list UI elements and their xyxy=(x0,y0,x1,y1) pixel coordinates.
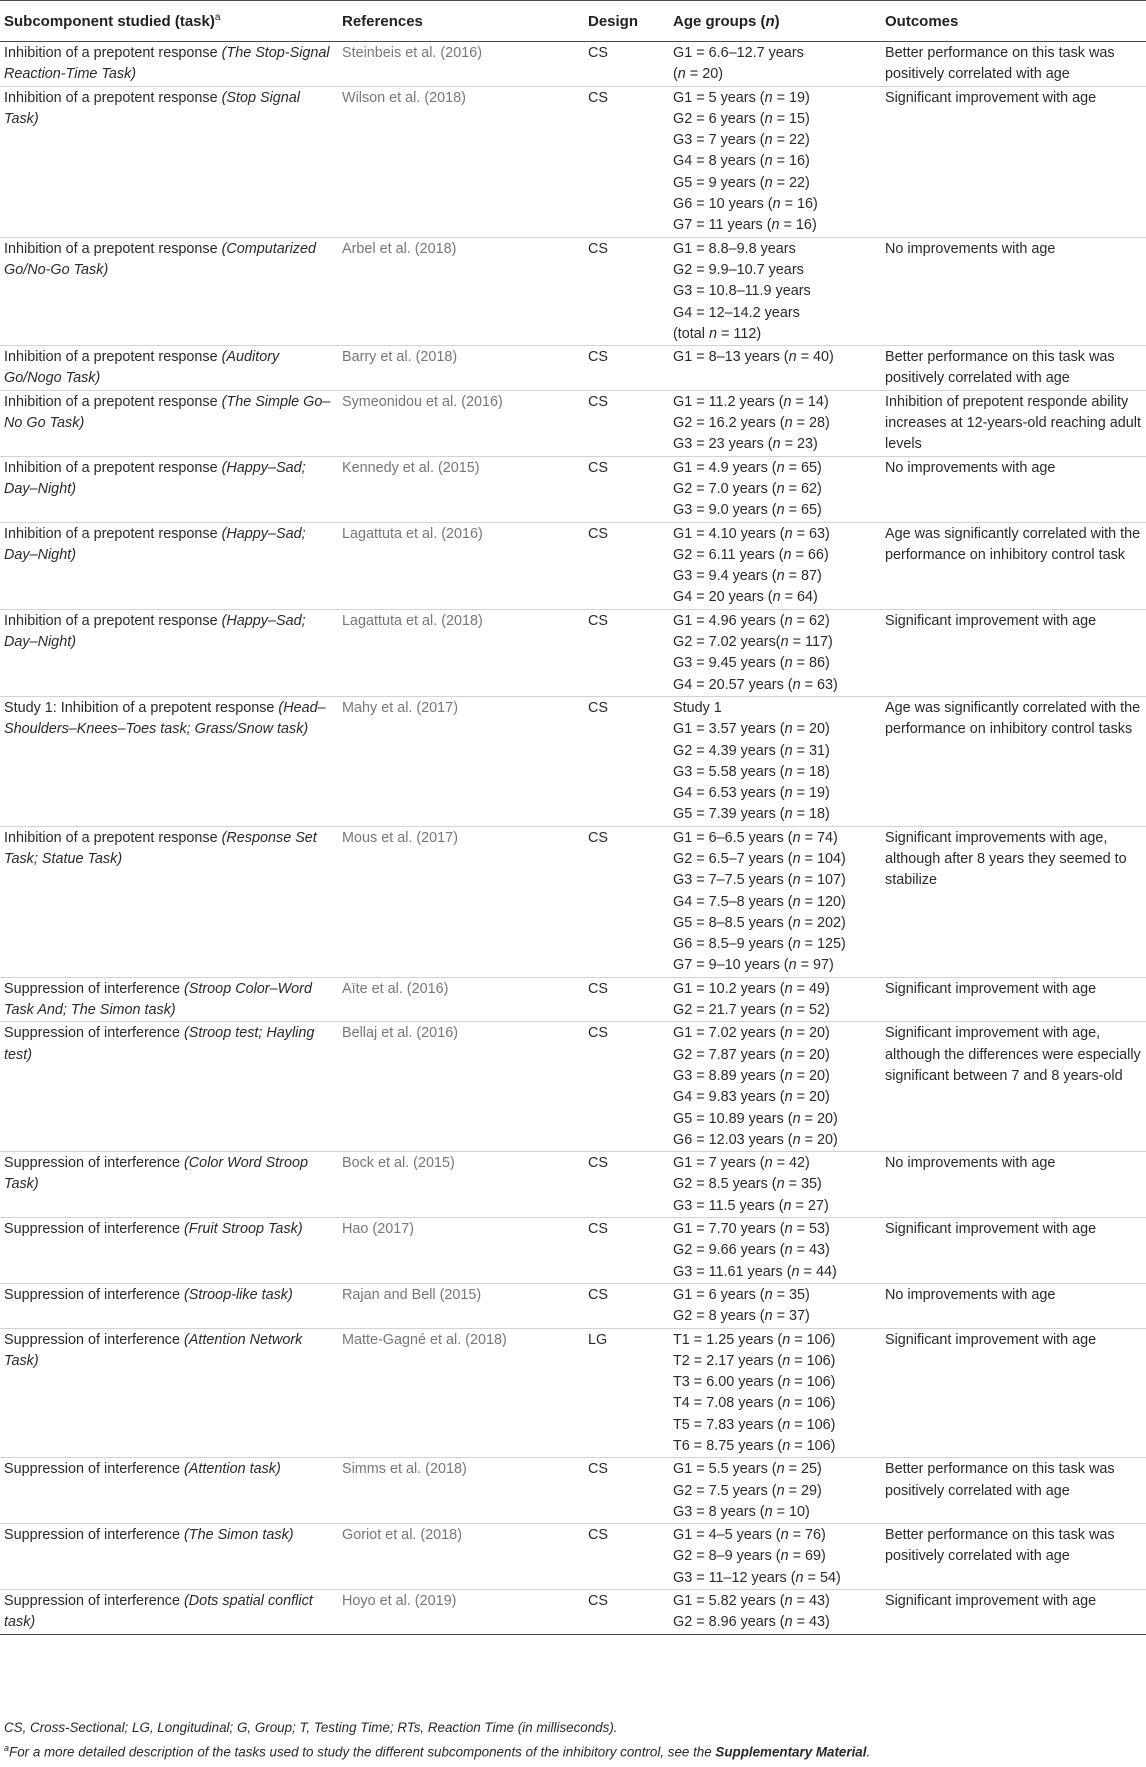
age-group-line: G3 = 8 years (n = 10) xyxy=(673,1503,810,1520)
outcome-cell: Significant improvements with age, although after 8 years they seemed to stabilize xyxy=(881,826,1146,977)
age-groups-cell xyxy=(669,1218,881,1284)
age-group-line: G2 = 7.87 years (n = 20) xyxy=(673,1046,830,1063)
reference-cell: Lagattuta et al. (2018) xyxy=(338,609,584,696)
table-row xyxy=(0,1218,1146,1284)
age-group-line: G1 = 4.96 years (n = 62) xyxy=(673,612,830,629)
table-row xyxy=(0,609,1146,696)
age-group-line: G1 = 4.10 years (n = 63) xyxy=(673,525,830,542)
age-group-line: G1 = 5.82 years (n = 43) xyxy=(673,1593,830,1610)
header-subcomponent-label: Subcomponent studied (task) xyxy=(4,13,215,30)
subcomponent-text: Inhibition of a prepotent response xyxy=(4,240,222,257)
design-cell: CS xyxy=(584,1524,669,1590)
age-groups-cell xyxy=(669,86,881,237)
subcomponent-cell xyxy=(0,42,338,87)
age-group-line: G3 = 5.58 years (n = 18) xyxy=(673,763,830,780)
age-group-line: G3 = 9.4 years (n = 87) xyxy=(673,568,822,585)
age-groups-cell xyxy=(669,346,881,391)
age-group-line: G5 = 8–8.5 years (n = 202) xyxy=(673,914,846,931)
task-name: (The Simon task) xyxy=(184,1527,294,1544)
outcome-cell: Significant improvement with age xyxy=(881,977,1146,1022)
outcome-cell: Significant improvement with age, although the differences were especially significant between 7 and 8 years-old xyxy=(881,1022,1146,1152)
outcome-cell: Significant improvement with age xyxy=(881,1218,1146,1284)
outcome-cell: Better performance on this task was positively correlated with age xyxy=(881,42,1146,87)
task-name: (Response Set Task; Statue Task) xyxy=(4,829,317,867)
task-name: (Stroop test; Hayling test) xyxy=(4,1025,315,1063)
design-cell: CS xyxy=(584,826,669,977)
age-group-line: G6 = 12.03 years (n = 20) xyxy=(673,1131,838,1148)
outcome-cell: No improvements with age xyxy=(881,237,1146,345)
subcomponent-text: Inhibition of a prepotent response xyxy=(4,829,222,846)
subcomponent-cell xyxy=(0,1590,338,1635)
outcome-cell: No improvements with age xyxy=(881,456,1146,522)
header-age-groups-close: ) xyxy=(774,12,780,30)
header-age-groups-label: Age groups ( xyxy=(673,12,766,30)
age-group-line: G3 = 8.89 years (n = 20) xyxy=(673,1067,830,1084)
task-name: (Happy–Sad; Day–Night) xyxy=(4,459,306,497)
table-row xyxy=(0,86,1146,237)
age-group-line: Study 1 xyxy=(673,699,722,716)
age-group-line: G1 = 7.70 years (n = 53) xyxy=(673,1221,830,1238)
header-references: References xyxy=(338,1,584,42)
age-group-line: G2 = 4.39 years (n = 31) xyxy=(673,742,830,759)
footnote-abbreviations: CS, Cross-Sectional; LG, Longitudinal; G, Group; T, Testing Time; RTs, Reaction Time (in milliseconds). xyxy=(4,1720,618,1735)
age-groups-cell xyxy=(669,609,881,696)
table-row xyxy=(0,1590,1146,1635)
age-groups-cell xyxy=(669,42,881,87)
table-row xyxy=(0,42,1146,87)
age-group-line: G2 = 6.11 years (n = 66) xyxy=(673,546,829,563)
task-name: (Auditory Go/Nogo Task) xyxy=(4,349,280,387)
subcomponent-text: Study 1: Inhibition of a prepotent response xyxy=(4,699,279,716)
reference-cell: Goriot et al. (2018) xyxy=(338,1524,584,1590)
reference-cell: Bock et al. (2015) xyxy=(338,1152,584,1218)
outcome-cell: Age was significantly correlated with the performance on inhibitory control task xyxy=(881,522,1146,609)
design-cell: CS xyxy=(584,237,669,345)
design-cell: CS xyxy=(584,977,669,1022)
task-name: (Computarized Go/No-Go Task) xyxy=(4,240,316,278)
reference-cell: Rajan and Bell (2015) xyxy=(338,1283,584,1328)
age-group-line: G2 = 8.5 years (n = 35) xyxy=(673,1176,822,1193)
design-cell: CS xyxy=(584,1218,669,1284)
age-group-line: G2 = 9.66 years (n = 43) xyxy=(673,1242,830,1259)
age-group-line: G3 = 7 years (n = 22) xyxy=(673,132,810,149)
header-subcomponent xyxy=(0,1,338,42)
table-row xyxy=(0,1328,1146,1458)
subcomponent-text: Suppression of interference xyxy=(4,1025,184,1042)
age-group-line: G4 = 6.53 years (n = 19) xyxy=(673,785,830,802)
subcomponent-cell xyxy=(0,1458,338,1524)
table-row xyxy=(0,696,1146,826)
age-group-line: T2 = 2.17 years (n = 106) xyxy=(673,1352,836,1369)
age-group-line: G4 = 12–14.2 years xyxy=(673,304,800,321)
table-row xyxy=(0,1022,1146,1152)
subcomponent-text: Suppression of interference xyxy=(4,1286,184,1303)
age-group-line: G4 = 7.5–8 years (n = 120) xyxy=(673,893,846,910)
subcomponent-text: Inhibition of a prepotent response xyxy=(4,349,222,366)
age-group-line: G3 = 9.45 years (n = 86) xyxy=(673,655,830,672)
design-cell: CS xyxy=(584,390,669,456)
header-age-groups-n: n xyxy=(765,12,775,30)
age-group-line: G2 = 7.5 years (n = 29) xyxy=(673,1482,822,1499)
age-group-line: G2 = 16.2 years (n = 28) xyxy=(673,415,830,432)
header-age-groups xyxy=(669,1,881,42)
outcome-cell: Better performance on this task was positively correlated with age xyxy=(881,346,1146,391)
design-cell: CS xyxy=(584,346,669,391)
subcomponent-cell xyxy=(0,696,338,826)
outcome-cell: Age was significantly correlated with the performance on inhibitory control tasks xyxy=(881,696,1146,826)
subcomponent-text: Inhibition of a prepotent response xyxy=(4,89,222,106)
subcomponent-cell xyxy=(0,826,338,977)
age-group-line: G1 = 4.9 years (n = 65) xyxy=(673,459,822,476)
task-name: (Happy–Sad; Day–Night) xyxy=(4,525,306,563)
task-name: (Head–Shoulders–Knees–Toes task; Grass/Snow task) xyxy=(4,699,326,738)
age-groups-cell xyxy=(669,522,881,609)
reference-cell: Lagattuta et al. (2016) xyxy=(338,522,584,609)
reference-cell: Matte-Gagné et al. (2018) xyxy=(338,1328,584,1458)
reference-cell: Steinbeis et al. (2016) xyxy=(338,42,584,87)
subcomponent-text: Suppression of interference xyxy=(4,1155,184,1172)
table-row xyxy=(0,237,1146,345)
age-group-line: G6 = 10 years (n = 16) xyxy=(673,196,818,213)
table-row xyxy=(0,1458,1146,1524)
design-cell: CS xyxy=(584,522,669,609)
design-cell: CS xyxy=(584,696,669,826)
outcome-cell: Better performance on this task was positively correlated with age xyxy=(881,1524,1146,1590)
footnote-a-text: For a more detailed description of the tasks used to study the different subcomponents of the inhibitory control, see the xyxy=(9,1744,716,1760)
subcomponent-text: Inhibition of a prepotent response xyxy=(4,459,222,476)
age-groups-cell xyxy=(669,1590,881,1635)
subcomponent-cell xyxy=(0,1152,338,1218)
task-name: (Stroop Color–Word Task And; The Simon task) xyxy=(4,980,312,1019)
age-group-line: G4 = 20.57 years (n = 63) xyxy=(673,676,838,693)
age-group-line: G4 = 8 years (n = 16) xyxy=(673,153,810,170)
table-row xyxy=(0,456,1146,522)
age-group-line: G1 = 8–13 years (n = 40) xyxy=(673,349,834,366)
table-row xyxy=(0,1524,1146,1590)
table-row xyxy=(0,977,1146,1022)
task-name: (Attention Network Task) xyxy=(4,1331,303,1369)
task-name: (Dots spatial conflict task) xyxy=(4,1593,313,1631)
design-cell: CS xyxy=(584,86,669,237)
reference-cell: Mahy et al. (2017) xyxy=(338,696,584,826)
task-name: (Happy–Sad; Day–Night) xyxy=(4,612,306,651)
table-row xyxy=(0,826,1146,977)
age-group-line: G2 = 8.96 years (n = 43) xyxy=(673,1614,830,1631)
age-group-line: G4 = 20 years (n = 64) xyxy=(673,589,818,606)
age-groups-cell xyxy=(669,1524,881,1590)
outcome-cell: Significant improvement with age xyxy=(881,1590,1146,1635)
age-groups-cell xyxy=(669,1458,881,1524)
age-group-line: G7 = 9–10 years (n = 97) xyxy=(673,957,834,974)
subcomponent-text: Suppression of interference xyxy=(4,1331,184,1348)
subcomponent-text: Suppression of interference xyxy=(4,980,184,997)
outcome-cell: Better performance on this task was positively correlated with age xyxy=(881,1458,1146,1524)
age-group-line: T4 = 7.08 years (n = 106) xyxy=(673,1395,836,1412)
age-group-line: G5 = 7.39 years (n = 18) xyxy=(673,806,830,823)
age-group-line: G3 = 9.0 years (n = 65) xyxy=(673,502,822,519)
subcomponent-cell xyxy=(0,456,338,522)
table-body xyxy=(0,42,1146,1635)
age-group-line: G1 = 6 years (n = 35) xyxy=(673,1286,810,1303)
age-group-line: T6 = 8.75 years (n = 106) xyxy=(673,1438,836,1454)
design-cell: CS xyxy=(584,1283,669,1328)
subcomponent-cell xyxy=(0,237,338,345)
subcomponent-text: Inhibition of a prepotent response xyxy=(4,45,222,61)
reference-cell: Wilson et al. (2018) xyxy=(338,86,584,237)
age-group-line: G3 = 7–7.5 years (n = 107) xyxy=(673,872,846,889)
age-group-line: G1 = 7.02 years (n = 20) xyxy=(673,1025,830,1042)
reference-cell: Barry et al. (2018) xyxy=(338,346,584,391)
subcomponent-text: Inhibition of a prepotent response xyxy=(4,525,222,542)
subcomponent-cell xyxy=(0,609,338,696)
outcome-cell: Inhibition of prepotent responde ability increases at 12-years-old reaching adult levels xyxy=(881,390,1146,456)
table-row xyxy=(0,522,1146,609)
task-name: (The Stop-Signal Reaction-Time Task) xyxy=(4,45,330,83)
task-name: (Fruit Stroop Task) xyxy=(184,1221,303,1238)
header-outcomes: Outcomes xyxy=(881,1,1146,42)
age-group-line: G7 = 11 years (n = 16) xyxy=(673,217,817,234)
age-group-line: G2 = 6.5–7 years (n = 104) xyxy=(673,850,846,867)
age-groups-cell xyxy=(669,390,881,456)
age-group-line: G2 = 21.7 years (n = 52) xyxy=(673,1002,830,1019)
age-group-line: G1 = 6–6.5 years (n = 74) xyxy=(673,829,838,846)
age-groups-cell xyxy=(669,1152,881,1218)
outcome-cell: No improvements with age xyxy=(881,1152,1146,1218)
subcomponent-text: Suppression of interference xyxy=(4,1527,184,1544)
age-group-line: (total n = 112) xyxy=(673,325,762,342)
reference-cell: Mous et al. (2017) xyxy=(338,826,584,977)
subcomponent-text: Inhibition of a prepotent response xyxy=(4,393,222,410)
design-cell: CS xyxy=(584,1152,669,1218)
task-name: (The Simple Go–No Go Task) xyxy=(4,393,331,432)
header-design: Design xyxy=(584,1,669,42)
age-group-line: G1 = 11.2 years (n = 14) xyxy=(673,393,829,410)
footnote-a-end: . xyxy=(866,1744,871,1760)
age-group-line: G1 = 6.6–12.7 years xyxy=(673,45,804,61)
age-group-line: T1 = 1.25 years (n = 106) xyxy=(673,1331,836,1348)
age-group-line: G5 = 9 years (n = 22) xyxy=(673,174,810,191)
age-group-line: G5 = 10.89 years (n = 20) xyxy=(673,1110,838,1127)
age-group-line: G2 = 8 years (n = 37) xyxy=(673,1308,810,1325)
reference-cell: Hao (2017) xyxy=(338,1218,584,1284)
age-group-line: G1 = 3.57 years (n = 20) xyxy=(673,721,830,738)
age-group-line: G6 = 8.5–9 years (n = 125) xyxy=(673,936,846,953)
subcomponent-cell xyxy=(0,1218,338,1284)
subcomponent-text: Suppression of interference xyxy=(4,1461,184,1478)
age-group-line: G1 = 5 years (n = 19) xyxy=(673,89,810,106)
table-footnotes xyxy=(4,1718,1144,1762)
age-group-line: G3 = 11.61 years (n = 44) xyxy=(673,1263,837,1280)
age-group-line: G2 = 7.0 years (n = 62) xyxy=(673,480,822,497)
design-cell: CS xyxy=(584,456,669,522)
age-groups-cell xyxy=(669,1283,881,1328)
reference-cell: Symeonidou et al. (2016) xyxy=(338,390,584,456)
age-group-line: T5 = 7.83 years (n = 106) xyxy=(673,1416,836,1433)
outcome-cell: Significant improvement with age xyxy=(881,1328,1146,1458)
subcomponent-cell xyxy=(0,1022,338,1152)
footnote-a-marker: a xyxy=(4,1743,10,1753)
subcomponent-cell xyxy=(0,390,338,456)
task-name: (Stroop-like task) xyxy=(184,1286,293,1303)
design-cell: CS xyxy=(584,609,669,696)
age-groups-cell xyxy=(669,826,881,977)
subcomponent-text: Inhibition of a prepotent response xyxy=(4,612,222,629)
subcomponent-cell xyxy=(0,86,338,237)
age-groups-cell xyxy=(669,1022,881,1152)
age-group-line: G2 = 7.02 years(n = 117) xyxy=(673,634,833,651)
subcomponent-cell xyxy=(0,977,338,1022)
age-group-line: G3 = 10.8–11.9 years xyxy=(673,283,811,300)
age-group-line: G1 = 8.8–9.8 years xyxy=(673,240,796,257)
subcomponent-cell xyxy=(0,1328,338,1458)
design-cell: CS xyxy=(584,1590,669,1635)
age-groups-cell xyxy=(669,456,881,522)
task-name: (Attention task) xyxy=(184,1461,281,1478)
outcome-cell: Significant improvement with age xyxy=(881,86,1146,237)
reference-cell: Kennedy et al. (2015) xyxy=(338,456,584,522)
table-row xyxy=(0,1283,1146,1328)
age-group-line: T3 = 6.00 years (n = 106) xyxy=(673,1374,836,1391)
subcomponent-text: Suppression of interference xyxy=(4,1593,184,1610)
outcome-cell: Significant improvement with age xyxy=(881,609,1146,696)
age-group-line: G1 = 5.5 years (n = 25) xyxy=(673,1461,822,1478)
task-name: (Stop Signal Task) xyxy=(4,89,301,127)
age-group-line: G1 = 4–5 years (n = 76) xyxy=(673,1527,826,1544)
age-group-line: G3 = 23 years (n = 23) xyxy=(673,436,818,453)
subcomponent-cell xyxy=(0,522,338,609)
table-header-row xyxy=(0,1,1146,42)
age-group-line: G3 = 11.5 years (n = 27) xyxy=(673,1197,829,1214)
reference-cell: Hoyo et al. (2019) xyxy=(338,1590,584,1635)
design-cell: CS xyxy=(584,42,669,87)
age-group-line: G3 = 11–12 years (n = 54) xyxy=(673,1569,841,1586)
reference-cell: Aïte et al. (2016) xyxy=(338,977,584,1022)
age-groups-cell xyxy=(669,696,881,826)
task-name: (Color Word Stroop Task) xyxy=(4,1155,308,1193)
age-groups-cell xyxy=(669,237,881,345)
age-groups-cell xyxy=(669,1328,881,1458)
reference-cell: Simms et al. (2018) xyxy=(338,1458,584,1524)
subcomponent-cell xyxy=(0,1283,338,1328)
table-row xyxy=(0,346,1146,391)
age-group-line: (n = 20) xyxy=(673,66,724,83)
outcome-cell: No improvements with age xyxy=(881,1283,1146,1328)
table-row xyxy=(0,390,1146,456)
age-group-line: G2 = 6 years (n = 15) xyxy=(673,110,810,127)
table-row xyxy=(0,1152,1146,1218)
subcomponent-cell xyxy=(0,1524,338,1590)
reference-cell: Bellaj et al. (2016) xyxy=(338,1022,584,1152)
design-cell: CS xyxy=(584,1458,669,1524)
supplementary-material-link[interactable]: Supplementary Material xyxy=(715,1744,867,1760)
subcomponent-text: Suppression of interference xyxy=(4,1221,184,1238)
design-cell: LG xyxy=(584,1328,669,1458)
age-groups-cell xyxy=(669,977,881,1022)
age-group-line: G1 = 10.2 years (n = 49) xyxy=(673,980,830,997)
age-group-line: G2 = 9.9–10.7 years xyxy=(673,261,804,278)
footnote-a xyxy=(4,1738,1144,1762)
footnote-marker: a xyxy=(214,12,221,23)
age-group-line: G4 = 9.83 years (n = 20) xyxy=(673,1089,830,1106)
subcomponent-cell xyxy=(0,346,338,391)
design-cell: CS xyxy=(584,1022,669,1152)
reference-cell: Arbel et al. (2018) xyxy=(338,237,584,345)
age-group-line: G1 = 7 years (n = 42) xyxy=(673,1155,810,1172)
age-group-line: G2 = 8–9 years (n = 69) xyxy=(673,1548,826,1565)
